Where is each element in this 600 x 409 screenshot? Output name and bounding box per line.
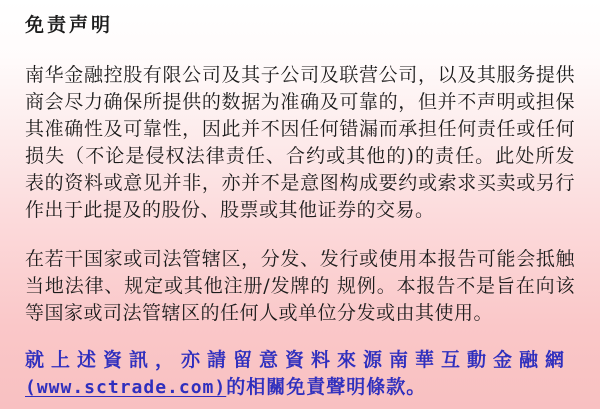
source-notice-line2	[25, 374, 575, 401]
source-notice-suffix: 的相關免責聲明條款。	[226, 376, 427, 398]
page-title: 免责声明	[25, 14, 114, 36]
disclaimer-paragraph-1: 南华金融控股有限公司及其子公司及联营公司，以及其服务提供商会尽力确保所提供的数据为准确及可靠的，但并不声明或担保其准确性及可靠性，因此并不因任何错漏而承担任何责任或任何损失（不论是侵权法律责任、合约或其他的)的责任。此处所发表的资料或意见并非，亦并不是意图构成要约或索求买卖或另行作出于此提及的股份、股票或其他证券的交易。	[25, 64, 575, 221]
source-notice	[25, 347, 575, 401]
disclaimer-paragraph-2: 在若干国家或司法管辖区，分发、发行或使用本报告可能会抵触当地法律、规定或其他注册/发牌的 规例。本报告不是旨在向该等国家或司法管辖区的任何人或单位分发或由其使用。	[25, 248, 575, 324]
source-notice-line1: 就上述資訊，亦請留意資料來源南華互動金融網	[25, 349, 572, 371]
sctrade-url-link[interactable]: (www.sctrade.com)	[25, 377, 227, 398]
